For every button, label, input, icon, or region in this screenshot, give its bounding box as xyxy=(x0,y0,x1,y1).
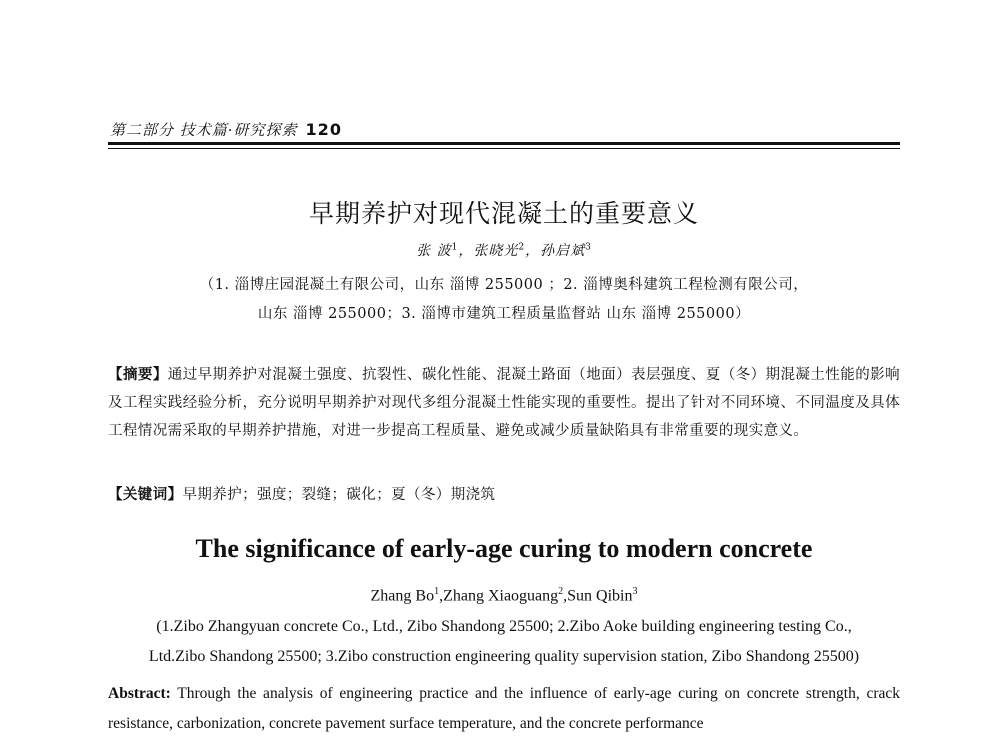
english-abstract-text: Through the analysis of engineering practice and the influence of early-age curing on concrete strength, crack resistance, carbonization, concrete pavement surface temperature, and the concrete performance xyxy=(108,685,900,732)
chinese-title: 早期养护对现代混凝土的重要意义 xyxy=(308,199,699,228)
page-number: 120 xyxy=(305,120,342,139)
chinese-abstract xyxy=(108,361,900,445)
chinese-keywords-label: 【关键词】 xyxy=(108,487,183,503)
author-name: 张晓光 xyxy=(473,243,519,259)
author-name: Zhang Xiaoguang xyxy=(443,587,559,605)
chinese-keywords xyxy=(108,483,900,504)
author-separator: ， xyxy=(458,243,474,259)
author-affiliation-mark: 1 xyxy=(434,586,440,597)
author-affiliation-mark: 2 xyxy=(558,586,564,597)
author-affiliation-mark: 3 xyxy=(632,586,638,597)
chinese-affiliation-line-1: （1. 淄博庄园混凝土有限公司，山东 淄博 255000 ；2. 淄博奥科建筑工程检测有限公司， xyxy=(199,277,809,293)
english-title: The significance of early-age curing to modern concrete xyxy=(195,534,813,563)
chinese-authors xyxy=(108,240,900,260)
author-name: 张 波 xyxy=(416,243,452,259)
chinese-keywords-text: 早期养护；强度；裂缝；碳化；夏（冬）期浇筑 xyxy=(182,487,496,503)
running-header xyxy=(110,119,342,143)
english-authors xyxy=(108,586,900,605)
author-name: Zhang Bo xyxy=(370,587,435,605)
chinese-abstract-label: 【摘要】 xyxy=(108,367,168,383)
author-name: 孙启斌 xyxy=(540,243,586,259)
english-affiliation-line-1: (1.Zibo Zhangyuan concrete Co., Ltd., Zibo Shandong 25500; 2.Zibo Aoke building engineering testing Co., xyxy=(156,618,852,635)
author-separator: ， xyxy=(525,243,541,259)
chinese-abstract-text: 通过早期养护对混凝土强度、抗裂性、碳化性能、混凝土路面（地面）表层强度、夏（冬）期混凝土性能的影响及工程实践经验分析，充分说明早期养护对现代多组分混凝土性能实现的重要性。提出了针对不同环境、不同温度及具体工程情况需采取的早期养护措施，对进一步提高工程质量、避免或减少质量缺陷具有非常重要的现实意义。 xyxy=(108,367,900,439)
author-name: Sun Qibin xyxy=(567,587,633,605)
chinese-affiliation-line-2: 山东 淄博 255000；3. 淄博市建筑工程质量监督站 山东 淄博 255000） xyxy=(257,306,751,322)
english-abstract-label: Abstract: xyxy=(108,685,171,702)
author-affiliation-mark: 3 xyxy=(585,242,592,253)
header-rule-thick xyxy=(108,142,900,145)
author-affiliation-mark: 2 xyxy=(518,242,526,253)
author-separator: , xyxy=(563,587,568,605)
author-separator: , xyxy=(439,587,444,605)
author-affiliation-mark: 1 xyxy=(451,242,459,253)
english-affiliation-line-2: Ltd.Zibo Shandong 25500; 3.Zibo construction engineering quality supervision station, Zibo Shandong 25500) xyxy=(148,648,860,665)
english-abstract xyxy=(108,679,900,739)
header-rule-thin xyxy=(108,148,900,149)
section-title: 第二部分 技术篇·研究探索 xyxy=(110,121,298,139)
